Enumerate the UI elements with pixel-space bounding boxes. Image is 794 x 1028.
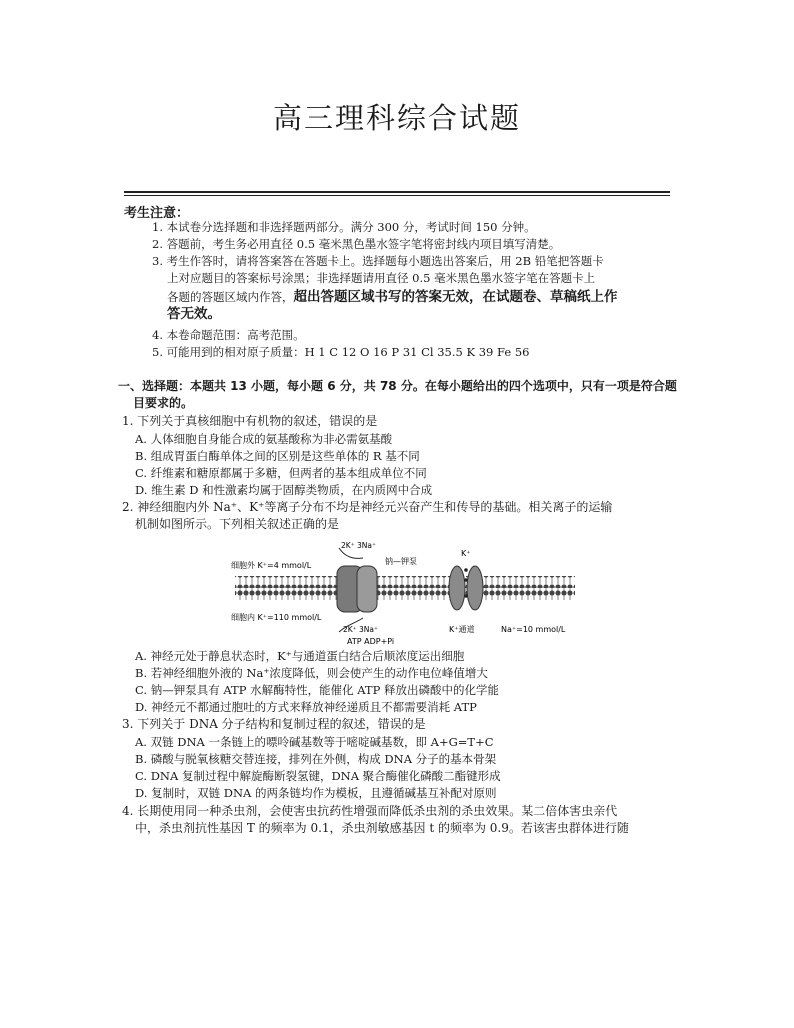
- exam-title: 高三理科综合试题: [272, 101, 521, 135]
- notice-emphasis: 超出答题区域书写的答案无效，在试题卷、草稿纸上作: [293, 289, 618, 305]
- notice-item-3-line-2: 上对应题目的答案标号涂黑；非选择题请用直径 0.5 毫米黑色墨水签字笔在答题卡上: [167, 271, 596, 285]
- label-k-channel: K⁺通道: [449, 625, 475, 634]
- label-na-inside: Na⁺=10 mmol/L: [501, 625, 566, 634]
- question-2-stem-cont: 机制如图所示。下列相关叙述正确的是: [135, 517, 340, 531]
- notice-item-5: 5. 可能用到的相对原子质量：H 1 C 12 O 16 P 31 Cl 35.5 K 39 Fe 56: [152, 345, 530, 359]
- question-1-option-a: A. 人体细胞自身能合成的氨基酸称为非必需氨基酸: [135, 432, 393, 446]
- section-heading-cont: 目要求的。: [133, 396, 194, 410]
- header-rule-thin: [124, 195, 670, 196]
- membrane-transport-figure: [225, 536, 585, 648]
- label-k-top: K⁺: [461, 549, 471, 558]
- notice-heading: 考生注意：: [124, 206, 190, 221]
- question-3-option-c: C. DNA 复制过程中解旋酶断裂氢键，DNA 聚合酶催化磷酸二酯键形成: [135, 769, 501, 783]
- notice-emphasis-end: 答无效。: [167, 306, 221, 322]
- question-2-option-b: B. 若神经细胞外液的 Na⁺浓度降低，则会使产生的动作电位峰值增大: [135, 666, 488, 680]
- question-3-option-b: B. 磷酸与脱氧核糖交替连接，排列在外侧，构成 DNA 分子的基本骨架: [135, 752, 497, 766]
- question-4-stem-cont: 中，杀虫剂抗性基因 T 的频率为 0.1，杀虫剂敏感基因 t 的频率为 0.9。若该害虫群体进行随: [135, 821, 629, 835]
- label-pump-top: 2K⁺ 3Na⁺: [341, 541, 376, 550]
- notice-item-2: 2. 答题前，考生务必用直径 0.5 毫米黑色墨水签字笔将密封线内项目填写清楚。: [152, 237, 561, 251]
- label-pump: 钠—钾泵: [385, 557, 417, 566]
- section-heading: 一、选择题：本题共 13 小题，每小题 6 分，共 78 分。在每小题给出的四个选项中，只有一项是符合题: [118, 379, 677, 393]
- question-2-option-c: C. 钠—钾泵具有 ATP 水解酶特性，能催化 ATP 释放出磷酸中的化学能: [135, 683, 499, 697]
- bilayer-outer: [235, 576, 575, 588]
- notice-item-1: 1. 本试卷分选择题和非选择题两部分。满分 300 分，考试时间 150 分钟。: [152, 220, 536, 234]
- label-atp: ATP ADP+Pi: [347, 637, 395, 646]
- label-outside: 细胞外 K⁺=4 mmol/L: [231, 561, 312, 570]
- label-inside: 细胞内 K⁺=110 mmol/L: [231, 613, 322, 622]
- question-1-option-b: B. 组成胃蛋白酶单体之间的区别是这些单体的 R 基不同: [135, 449, 420, 463]
- question-1-stem: 1. 下列关于真核细胞中有机物的叙述，错误的是: [122, 414, 378, 428]
- question-4-stem: 4. 长期使用同一种杀虫剂，会使害虫抗药性增强而降低杀虫剂的杀虫效果。某二倍体害虫亲代: [122, 804, 618, 818]
- question-1-option-d: D. 维生素 D 和性激素均属于固醇类物质，在内质网中合成: [135, 483, 433, 497]
- notice-item-3: 3. 考生作答时，请将答案答在答题卡上。选择题每小题选出答案后，用 2B 铅笔把答题卡: [152, 254, 604, 268]
- header-rule: [124, 191, 670, 193]
- question-2-option-d: D. 神经元不都通过胞吐的方式来释放神经递质且不都需要消耗 ATP: [135, 700, 477, 714]
- bilayer-inner: [235, 588, 575, 600]
- notice-item-3-line-3: 各题的答题区域内作答，超出答题区域书写的答案无效，在试题卷、草稿纸上作: [167, 289, 618, 305]
- sodium-potassium-pump: [337, 548, 377, 632]
- question-2-option-a: A. 神经元处于静息状态时，K⁺与通道蛋白结合后顺浓度运出细胞: [135, 649, 465, 663]
- question-3-stem: 3. 下列关于 DNA 分子结构和复制过程的叙述，错误的是: [122, 717, 426, 731]
- label-pump-bottom: 2K⁺ 3Na⁺: [343, 625, 378, 634]
- question-3-option-d: D. 复制时，双链 DNA 的两条链均作为模板，且遵循碱基互补配对原则: [135, 786, 497, 800]
- question-3-option-a: A. 双链 DNA 一条链上的嘌呤碱基数等于嘧啶碱基数，即 A+G=T+C: [135, 735, 494, 749]
- notice-item-4: 4. 本卷命题范围：高考范围。: [152, 328, 305, 342]
- question-1-option-c: C. 纤维素和糖原都属于多糖，但两者的基本组成单位不同: [135, 466, 427, 480]
- question-2-stem: 2. 神经细胞内外 Na⁺、K⁺等离子分布不均是神经元兴奋产生和传导的基础。相关离子的运输: [122, 500, 613, 514]
